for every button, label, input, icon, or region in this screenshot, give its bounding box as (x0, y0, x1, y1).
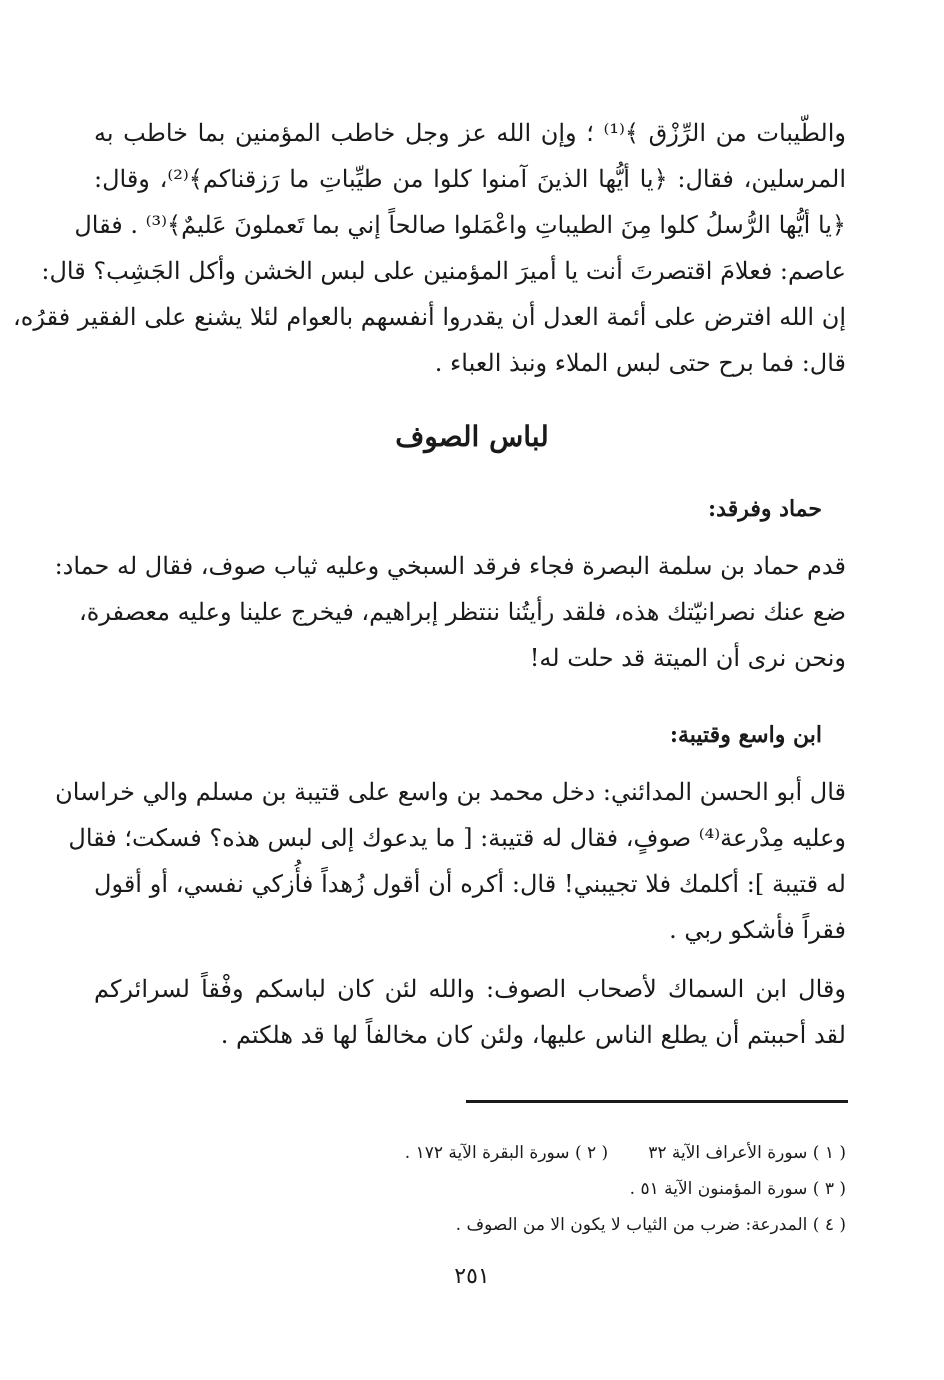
text-line: فقراً فأشكو ربي . (669, 916, 846, 944)
footnote-3: ( ٣ ) سورة المؤمنون الآية ٥١ . (629, 1179, 846, 1199)
section-2-text (55, 769, 846, 953)
text-line: قال أبو الحسن المدائني: دخل محمد بن واسع على قتيبة بن مسلم والي خراسان (55, 778, 846, 806)
footnote-2: ( ٢ ) سورة البقرة الآية ١٧٢ . (404, 1143, 609, 1163)
page-number: ٢٥١ (454, 1264, 490, 1289)
text-line: لقد أحببتم أن يطلع الناس عليها، ولئن كان مخالفاً لها قد هلكتم . (220, 1021, 846, 1049)
footnote-4: ( ٤ ) المدرعة: ضرب من الثياب لا يكون الا من الصوف . (455, 1215, 846, 1235)
text-line: وقال ابن السماك لأصحاب الصوف: والله لئن كان لباسكم وفْقاً لسرائركم (94, 975, 846, 1003)
text-line: إن الله افترض على أئمة العدل أن يقدروا أنفسهم بالعوام لئلا يشنع على الفقير فقرُه، (13, 303, 846, 331)
subheading-hammad-farqad: حماد وفرقد: (708, 496, 822, 522)
footnote-divider (466, 1100, 848, 1103)
text-line: عاصم: فعلامَ اقتصرتَ أنت يا أميرَ المؤمنين على لبس الخشن وأكل الجَشِب؟ قال: (41, 257, 846, 285)
text-line: ونحن نرى أن الميتة قد حلت له! (529, 644, 846, 672)
text-line: والطّيبات من الرِّزْق ﴾⁽¹⁾ ؛ وإن الله عز وجل خاطب المؤمنين بما خاطب به (94, 119, 846, 147)
text-line: وعليه مِدْرعة⁽⁴⁾ صوفٍ، فقال له قتيبة: [ ما يدعوك إلى لبس هذه؟ فسكت؛ فقال (68, 824, 846, 852)
text-line: المرسلين، فقال: ﴿يا أيُّها الذينَ آمنوا كلوا من طيِّباتِ ما رَزقناكم﴾⁽²⁾، وقال: (94, 165, 846, 193)
footnote-1: ( ١ ) سورة الأعراف الآية ٣٢ (648, 1143, 846, 1163)
section-1-text (54, 543, 846, 681)
subheading-ibn-wasi-qutayba: ابن واسع وقتيبة: (669, 722, 822, 748)
paragraph-2 (94, 966, 846, 1058)
text-line: له قتيبة ]: أكلمك فلا تجيبني! قال: أكره أن أقول زُهداً فأُزكي نفسي، أو أقول (94, 870, 846, 898)
section-heading: لباس الصوف (395, 420, 549, 453)
paragraph-1 (13, 110, 846, 386)
text-line: ﴿يا أيُّها الرُّسلُ كلوا مِنَ الطيباتِ واعْمَلوا صالحاً إني بما تَعملونَ عَليمٌ﴾⁽³⁾ . فقال (74, 211, 846, 239)
text-line: ضع عنك نصرانيّتك هذه، فلقد رأيتُنا ننتظر إبراهيم، فيخرج علينا وعليه معصفرة، (78, 598, 846, 626)
text-line: قدم حماد بن سلمة البصرة فجاء فرقد السبخي وعليه ثياب صوف، فقال له حماد: (54, 552, 846, 580)
text-line: قال: فما برح حتى لبس الملاء ونبذ العباء . (434, 349, 846, 377)
footnote-row-1 (405, 1138, 846, 1168)
